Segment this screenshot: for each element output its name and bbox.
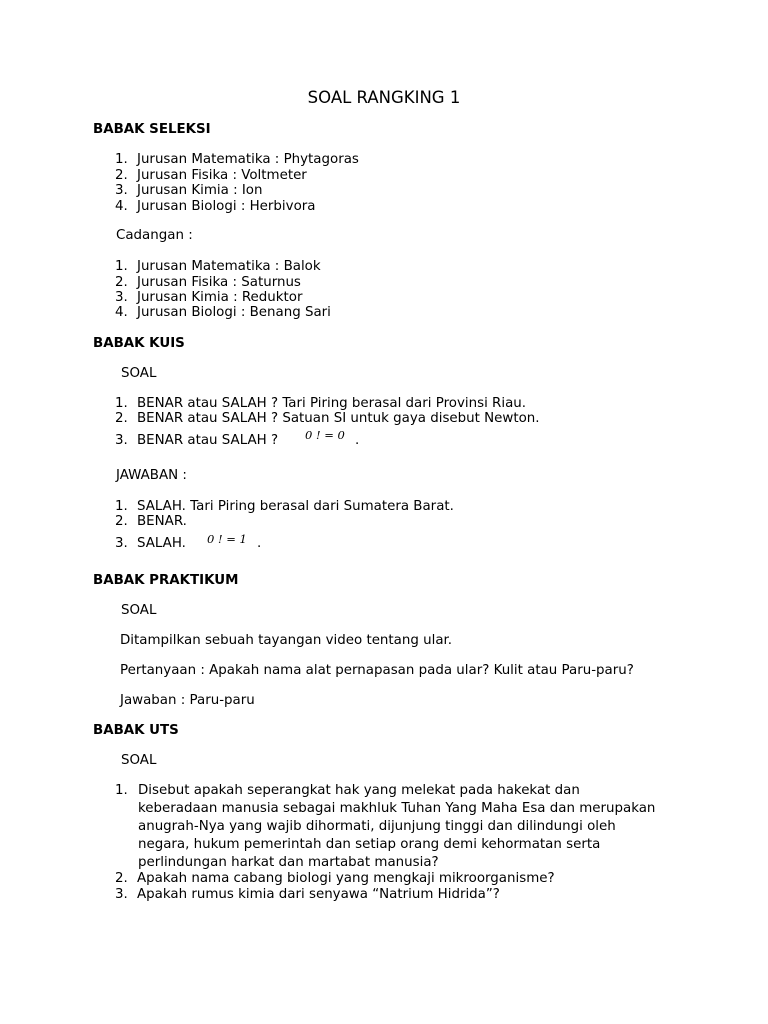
formula-factorial-question: 0 ! = 0 xyxy=(305,428,345,442)
list-item-text: Disebut apakah seperangkat hak yang melekat pada hakekat dan keberadaan manusia sebagai makhluk Tuhan Yang Maha Esa dan merupakan anugrah-Nya yang wajib dihormati, dijunjung tinggi dan dilindungi oleh negara, hukum pemerintah dan setiap orang demi kehormatan serta perlindungan harkat dan martabat manusia? xyxy=(138,783,656,870)
list-item: 2. Jurusan Fisika : Saturnus xyxy=(115,275,301,290)
section-heading-seleksi: BABAK SELEKSI xyxy=(93,122,211,137)
list-item-text: SALAH. xyxy=(137,536,186,551)
list-item: 3. SALAH. xyxy=(115,536,186,551)
list-item-text: Apakah rumus kimia dari senyawa “Natrium Hidrida”? xyxy=(137,887,500,902)
list-item: 1. Jurusan Matematika : Balok xyxy=(115,259,321,274)
list-item: 2. BENAR. xyxy=(115,514,187,529)
list-item: 1. SALAH. Tari Piring berasal dari Sumatera Barat. xyxy=(115,499,454,514)
list-item: 2. BENAR atau SALAH ? Satuan SI untuk gaya disebut Newton. xyxy=(115,411,540,426)
section-heading-kuis: BABAK KUIS xyxy=(93,336,185,351)
page-title: SOAL RANGKING 1 xyxy=(307,88,461,107)
list-item: 3. BENAR atau SALAH ? xyxy=(115,433,279,448)
list-item-text: BENAR atau SALAH ? Tari Piring berasal dari Provinsi Riau. xyxy=(137,396,527,411)
soal-label: SOAL xyxy=(121,603,157,618)
list-item: 2. Apakah nama cabang biologi yang mengkaji mikroorganisme? xyxy=(115,871,555,886)
list-item-text: Jurusan Biologi : Herbivora xyxy=(137,199,316,214)
list-item: 3. Jurusan Kimia : Ion xyxy=(115,183,263,198)
list-item-text: Jurusan Matematika : Phytagoras xyxy=(137,152,359,167)
list-item-text: Jurusan Biologi : Benang Sari xyxy=(137,305,331,320)
list-item-text: Jurusan Fisika : Saturnus xyxy=(137,275,301,290)
formula-factorial-answer: 0 ! = 1 xyxy=(207,532,247,546)
praktikum-question: Pertanyaan : Apakah nama alat pernapasan pada ular? Kulit atau Paru-paru? xyxy=(120,663,634,678)
list-item-text: Jurusan Kimia : Reduktor xyxy=(137,290,303,305)
list-item: 1. Jurusan Matematika : Phytagoras xyxy=(115,152,359,167)
list-item-text: Jurusan Kimia : Ion xyxy=(137,183,263,198)
list-item-number: 1. xyxy=(115,783,128,798)
list-item: 3. Apakah rumus kimia dari senyawa “Natrium Hidrida”? xyxy=(115,887,500,902)
cadangan-label: Cadangan : xyxy=(116,228,193,243)
list-item: 4. Jurusan Biologi : Benang Sari xyxy=(115,305,331,320)
list-item: 3. Jurusan Kimia : Reduktor xyxy=(115,290,303,305)
formula-period: . xyxy=(355,433,360,448)
list-item-text: SALAH. Tari Piring berasal dari Sumatera Barat. xyxy=(137,499,454,514)
list-item-text: BENAR. xyxy=(137,514,187,529)
list-item-text: BENAR atau SALAH ? Satuan SI untuk gaya disebut Newton. xyxy=(137,411,540,426)
praktikum-line: Ditampilkan sebuah tayangan video tentang ular. xyxy=(120,633,453,648)
list-item-text: Apakah nama cabang biologi yang mengkaji mikroorganisme? xyxy=(137,871,555,886)
list-item: 1. BENAR atau SALAH ? Tari Piring berasal dari Provinsi Riau. xyxy=(115,396,527,411)
praktikum-answer: Jawaban : Paru-paru xyxy=(120,693,255,708)
list-item: 2. Jurusan Fisika : Voltmeter xyxy=(115,168,307,183)
list-item: 4. Jurusan Biologi : Herbivora xyxy=(115,199,316,214)
soal-label: SOAL xyxy=(121,366,157,381)
soal-label: SOAL xyxy=(121,753,157,768)
list-item-text: BENAR atau SALAH ? xyxy=(137,433,279,448)
section-heading-praktikum: BABAK PRAKTIKUM xyxy=(93,573,239,588)
section-heading-uts: BABAK UTS xyxy=(93,723,179,738)
formula-period: . xyxy=(257,536,262,551)
list-item-text: Jurusan Fisika : Voltmeter xyxy=(137,168,307,183)
list-item-text: Jurusan Matematika : Balok xyxy=(137,259,321,274)
jawaban-label: JAWABAN : xyxy=(116,468,187,483)
